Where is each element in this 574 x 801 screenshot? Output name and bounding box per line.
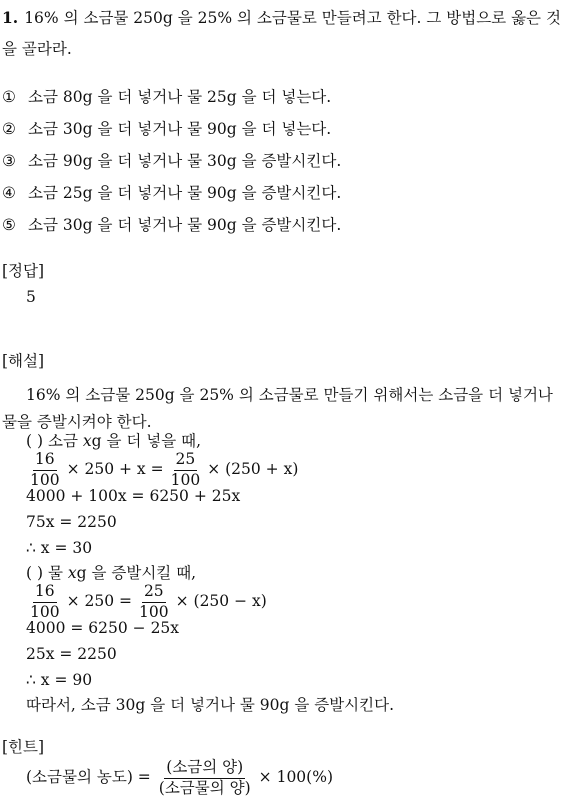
question-text: 16% 의 소금물 250g 을 25% 의 소금물로 만들려고 한다. 그 방법으로 옳은 것을 골라라. [2, 9, 561, 58]
case1-eq-mid: × 250 + x = [66, 460, 164, 479]
option-2-number: ② [2, 120, 16, 138]
case2-line3: 25x = 2250 [26, 645, 117, 663]
option-4 [2, 186, 341, 202]
answer-label: [정답] [2, 262, 45, 280]
option-4-number: ④ [2, 184, 16, 202]
case2-title [26, 566, 196, 582]
case1-line4: ∴ x = 30 [26, 539, 93, 557]
hint-formula [26, 760, 333, 796]
case1-paren: ( ) [26, 432, 44, 450]
hint-denominator: (소금물의 양) [158, 778, 251, 797]
option-4-text: 소금 25g 을 더 넣거나 물 90g 을 증발시킨다. [28, 184, 342, 202]
frac-numerator: 16 [33, 452, 57, 471]
case1-title [26, 434, 201, 450]
case1-frac-25-100 [169, 452, 203, 488]
case1-eq-tail: × (250 + x) [207, 460, 299, 479]
case2-paren: ( ) [26, 564, 44, 582]
answer-value: 5 [26, 288, 36, 306]
frac-denominator: 100 [139, 602, 169, 621]
frac-numerator: 25 [174, 452, 198, 471]
option-2-text: 소금 30g 을 더 넣거나 물 90g 을 더 넣는다. [28, 120, 332, 138]
frac-numerator: 25 [142, 584, 166, 603]
case1-title-b: g 을 더 넣을 때, [91, 432, 202, 450]
frac-denominator: 100 [170, 470, 201, 489]
case2-title-a: 물 [47, 564, 63, 582]
case1-frac-16-100 [28, 452, 62, 488]
case1-line3: 75x = 2250 [26, 513, 117, 531]
case2-var: x [67, 564, 77, 582]
explanation-intro: 16% 의 소금물 250g 을 25% 의 소금물로 만들기 위해서는 소금을 더 넣거나 물을 증발시켜야 한다. [2, 386, 553, 431]
explanation-conclusion: 따라서, 소금 30g 을 더 넣거나 물 90g 을 증발시킨다. [26, 696, 395, 714]
case2-line4: ∴ x = 90 [26, 671, 93, 689]
case2-eq-mid: × 250 = [66, 592, 133, 611]
hint-label: [힌트] [2, 738, 45, 756]
explanation-label: [해설] [2, 352, 45, 370]
option-3-number: ③ [2, 152, 16, 170]
case2-title-b: g 을 증발시킬 때, [76, 564, 197, 582]
hint-fraction [157, 760, 253, 796]
hint-numerator: (소금의 양) [164, 760, 245, 779]
case2-eq-tail: × (250 − x) [175, 592, 267, 611]
case2-frac-16-100 [28, 584, 62, 620]
question [2, 2, 568, 65]
hint-rhs: × 100(%) [258, 768, 333, 787]
option-1 [2, 90, 331, 106]
question-number: 1. [2, 8, 19, 27]
case1-line2: 4000 + 100x = 6250 + 25x [26, 487, 241, 505]
option-1-text: 소금 80g 을 더 넣거나 물 25g 을 더 넣는다. [28, 88, 332, 106]
option-1-number: ① [2, 88, 16, 106]
case1-equation [26, 452, 298, 488]
option-5-number: ⑤ [2, 216, 16, 234]
case2-equation [26, 584, 267, 620]
case1-var: x [82, 432, 92, 450]
frac-denominator: 100 [30, 602, 60, 621]
hint-lhs: (소금물의 농도) = [26, 768, 151, 787]
frac-numerator: 16 [33, 584, 57, 603]
option-5-text: 소금 30g 을 더 넣거나 물 90g 을 증발시킨다. [28, 216, 342, 234]
option-5 [2, 218, 341, 234]
frac-denominator: 100 [30, 470, 60, 489]
option-3 [2, 154, 341, 170]
option-2 [2, 122, 331, 138]
case2-frac-25-100 [137, 584, 171, 620]
case2-line2: 4000 = 6250 − 25x [26, 619, 180, 637]
option-3-text: 소금 90g 을 더 넣거나 물 30g 을 증발시킨다. [28, 152, 342, 170]
case1-title-a: 소금 [47, 432, 78, 450]
